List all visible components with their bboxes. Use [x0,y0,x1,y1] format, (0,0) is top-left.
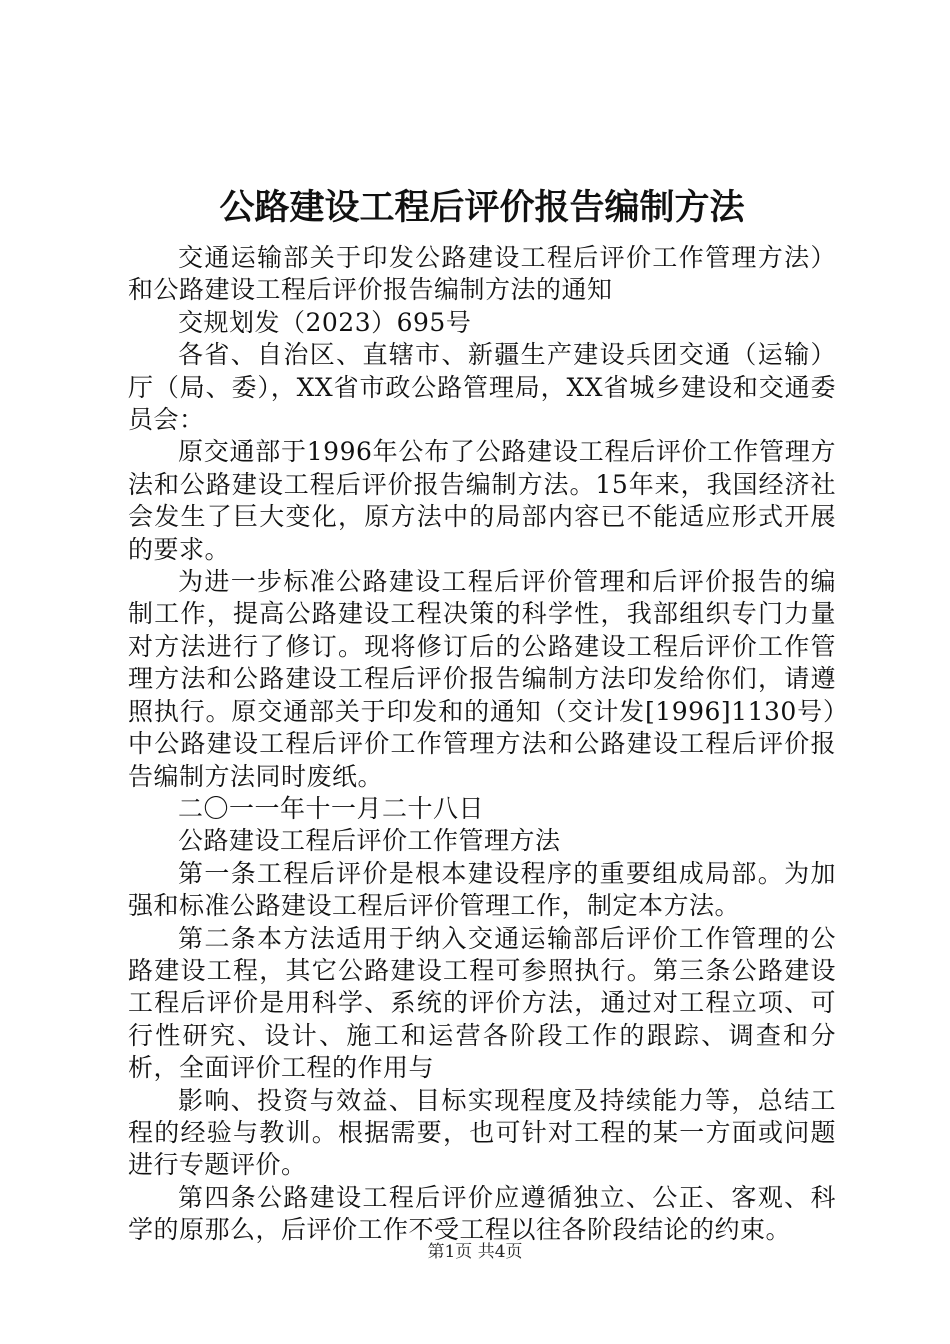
document-page [128,182,836,1247]
paragraph-section-title: 公路建设工程后评价工作管理方法 [178,826,561,856]
paragraph-article-4: 第四条公路建设工程后评价应遵循独立、公正、客观、科学的原那么，后评价工作不受工程以往各阶段结论的约束。 [128,1182,836,1245]
document-title: 公路建设工程后评价报告编制方法 [219,188,745,228]
paragraph-doc-number: 交规划发（2023）695号 [178,307,472,337]
paragraph-date: 二〇一一年十一月二十八日 [178,793,485,823]
paragraph-revision: 为进一步标准公路建设工程后评价管理和后评价报告的编制工作，提高公路建设工程决策的科学性，我部组织专门力量对方法进行了修订。现将修订后的公路建设工程后评价工作管理方法和公路建设工程后评价报告编制方法印发给你们，请遵照执行。原交通部关于印发和的通知（交计发[1996]1130号）中公路建设工程后评价工作管理方法和公路建设工程后评价报告编制方法同时废纸。 [128,567,836,791]
paragraph-article-1: 第一条工程后评价是根本建设程序的重要组成局部。为加强和标准公路建设工程后评价管理工作，制定本方法。 [128,858,836,921]
paragraph-article-2-3: 第二条本方法适用于纳入交通运输部后评价工作管理的公路建设工程，其它公路建设工程可参照执行。第三条公路建设工程后评价是用科学、系统的评价方法，通过对工程立项、可行性研究、设计、施工和运营各阶段工作的跟踪、调查和分析，全面评价工程的作用与 [128,923,836,1083]
paragraph-article-3-cont: 影响、投资与效益、目标实现程度及持续能力等，总结工程的经验与教训。根据需要，也可针对工程的某一方面或问题进行专题评价。 [128,1085,836,1180]
paragraph-notice-heading: 交通运输部关于印发公路建设工程后评价工作管理方法）和公路建设工程后评价报告编制方法的通知 [128,243,836,305]
paragraph-background: 原交通部于1996年公布了公路建设工程后评价工作管理方法和公路建设工程后评价报告编制方法。15年来，我国经济社会发生了巨大变化，原方法中的局部内容已不能适应形式开展的要求。 [128,437,836,564]
page-number-footer: 第1页 共4页 [427,1242,523,1262]
paragraph-recipients: 各省、自治区、直辖市、新疆生产建设兵团交通（运输）厅（局、委），XX省市政公路管理局，XX省城乡建设和交通委员会： [128,340,836,435]
